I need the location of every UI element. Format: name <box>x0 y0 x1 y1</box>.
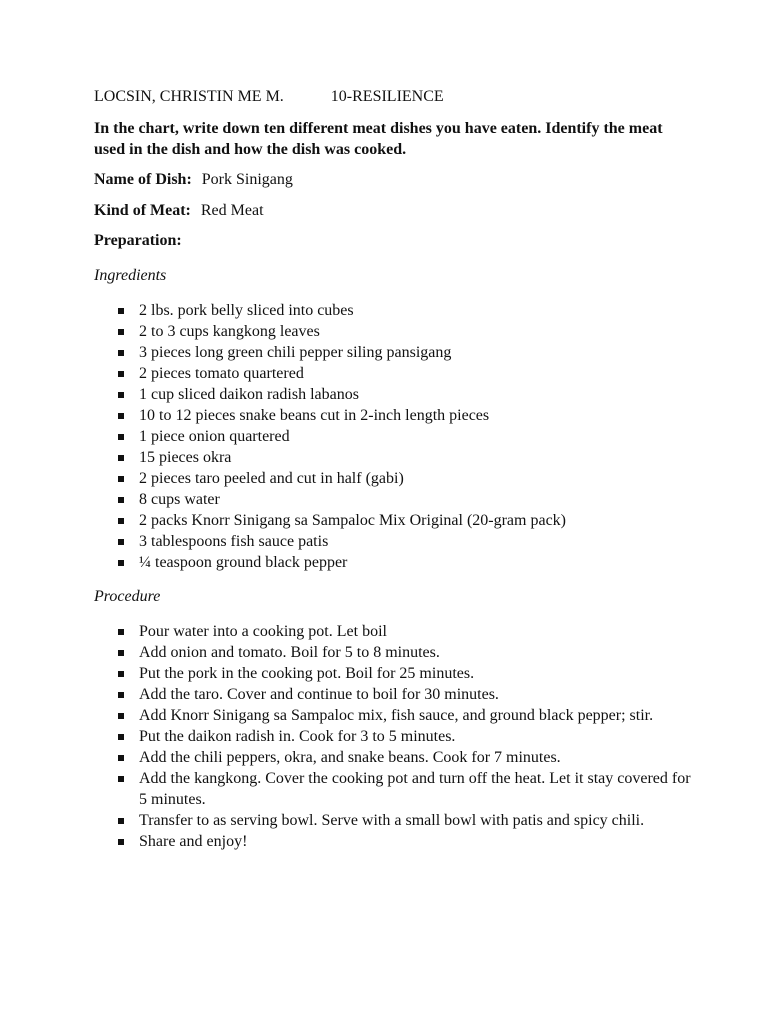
ingredient-text: 15 pieces okra <box>139 449 232 466</box>
list-item <box>94 726 699 747</box>
procedure-step-text: Put the pork in the cooking pot. Boil for 25 minutes. <box>139 665 475 682</box>
list-item <box>94 810 699 831</box>
procedure-step-text: Put the daikon radish in. Cook for 3 to 5 minutes. <box>139 728 456 745</box>
procedure-step-text: Add the chili peppers, okra, and snake beans. Cook for 7 minutes. <box>139 749 561 766</box>
ingredient-text: 2 lbs. pork belly sliced into cubes <box>139 302 354 319</box>
list-item <box>94 405 699 426</box>
meat-kind-label: Kind of Meat: <box>94 202 191 219</box>
square-bullet-icon <box>118 455 124 461</box>
procedure-step-text: Transfer to as serving bowl. Serve with a small bowl with patis and spicy chili. <box>139 812 645 829</box>
ingredient-text: 2 pieces tomato quartered <box>139 365 304 382</box>
student-name: LOCSIN, CHRISTIN ME M. <box>94 88 284 105</box>
square-bullet-icon <box>118 329 124 335</box>
square-bullet-icon <box>118 560 124 566</box>
square-bullet-icon <box>118 539 124 545</box>
list-item <box>94 747 699 768</box>
ingredient-text: 10 to 12 pieces snake beans cut in 2-inch length pieces <box>139 407 490 424</box>
list-item <box>94 300 699 321</box>
procedure-step-text: Share and enjoy! <box>139 833 248 850</box>
square-bullet-icon <box>118 629 124 635</box>
instruction-text: In the chart, write down ten different meat dishes you have eaten. Identify the meat used in the dish and how the dish was cooked. <box>94 120 663 158</box>
ingredient-text: 3 pieces long green chili pepper siling pansigang <box>139 344 452 361</box>
procedure-heading: Procedure <box>94 588 161 605</box>
square-bullet-icon <box>118 734 124 740</box>
square-bullet-icon <box>118 776 124 782</box>
square-bullet-icon <box>118 392 124 398</box>
preparation-label: Preparation: <box>94 232 182 249</box>
list-item <box>94 426 699 447</box>
square-bullet-icon <box>118 671 124 677</box>
preparation-field <box>94 230 694 252</box>
ingredients-list <box>94 300 694 573</box>
document-page <box>94 86 694 852</box>
ingredient-text: 2 packs Knorr Sinigang sa Sampaloc Mix Original (20-gram pack) <box>139 512 567 529</box>
document-header <box>94 86 694 108</box>
dish-name-field <box>94 169 694 191</box>
procedure-step-text: Add the taro. Cover and continue to boil for 30 minutes. <box>139 686 499 703</box>
square-bullet-icon <box>118 350 124 356</box>
list-item <box>94 342 699 363</box>
square-bullet-icon <box>118 713 124 719</box>
square-bullet-icon <box>118 308 124 314</box>
list-item <box>94 705 699 726</box>
ingredient-text: 2 to 3 cups kangkong leaves <box>139 323 320 340</box>
list-item <box>94 531 699 552</box>
ingredient-text: 1 cup sliced daikon radish labanos <box>139 386 359 403</box>
ingredients-heading: Ingredients <box>94 267 167 284</box>
ingredient-text: 3 tablespoons fish sauce patis <box>139 533 329 550</box>
procedure-step-text: Add onion and tomato. Boil for 5 to 8 minutes. <box>139 644 440 661</box>
square-bullet-icon <box>118 476 124 482</box>
list-item <box>94 468 699 489</box>
dish-name-value: Pork Sinigang <box>201 171 293 188</box>
procedure-step-text: Add Knorr Sinigang sa Sampaloc mix, fish sauce, and ground black pepper; stir. <box>139 707 654 724</box>
list-item <box>94 384 699 405</box>
list-item <box>94 621 699 642</box>
list-item <box>94 663 699 684</box>
square-bullet-icon <box>118 497 124 503</box>
meat-kind-field <box>94 200 694 222</box>
list-item <box>94 510 699 531</box>
list-item <box>94 321 699 342</box>
square-bullet-icon <box>118 692 124 698</box>
ingredient-text: ¼ teaspoon ground black pepper <box>139 554 348 571</box>
procedure-step-text: Add the kangkong. Cover the cooking pot and turn off the heat. Let it stay covered for 5 minutes. <box>139 770 691 808</box>
ingredient-text: 1 piece onion quartered <box>139 428 290 445</box>
list-item <box>94 552 699 573</box>
square-bullet-icon <box>118 434 124 440</box>
square-bullet-icon <box>118 650 124 656</box>
section-name: 10-RESILIENCE <box>330 88 444 105</box>
ingredient-text: 2 pieces taro peeled and cut in half (gabi) <box>139 470 404 487</box>
square-bullet-icon <box>118 518 124 524</box>
list-item <box>94 447 699 468</box>
square-bullet-icon <box>118 413 124 419</box>
square-bullet-icon <box>118 839 124 845</box>
list-item <box>94 768 699 810</box>
procedure-list <box>94 621 694 852</box>
ingredient-text: 8 cups water <box>139 491 220 508</box>
list-item <box>94 684 699 705</box>
list-item <box>94 642 699 663</box>
procedure-step-text: Pour water into a cooking pot. Let boil <box>139 623 387 640</box>
list-item <box>94 363 699 384</box>
list-item <box>94 831 699 852</box>
dish-name-label: Name of Dish: <box>94 171 192 188</box>
square-bullet-icon <box>118 371 124 377</box>
list-item <box>94 489 699 510</box>
square-bullet-icon <box>118 818 124 824</box>
square-bullet-icon <box>118 755 124 761</box>
meat-kind-value: Red Meat <box>200 202 264 219</box>
